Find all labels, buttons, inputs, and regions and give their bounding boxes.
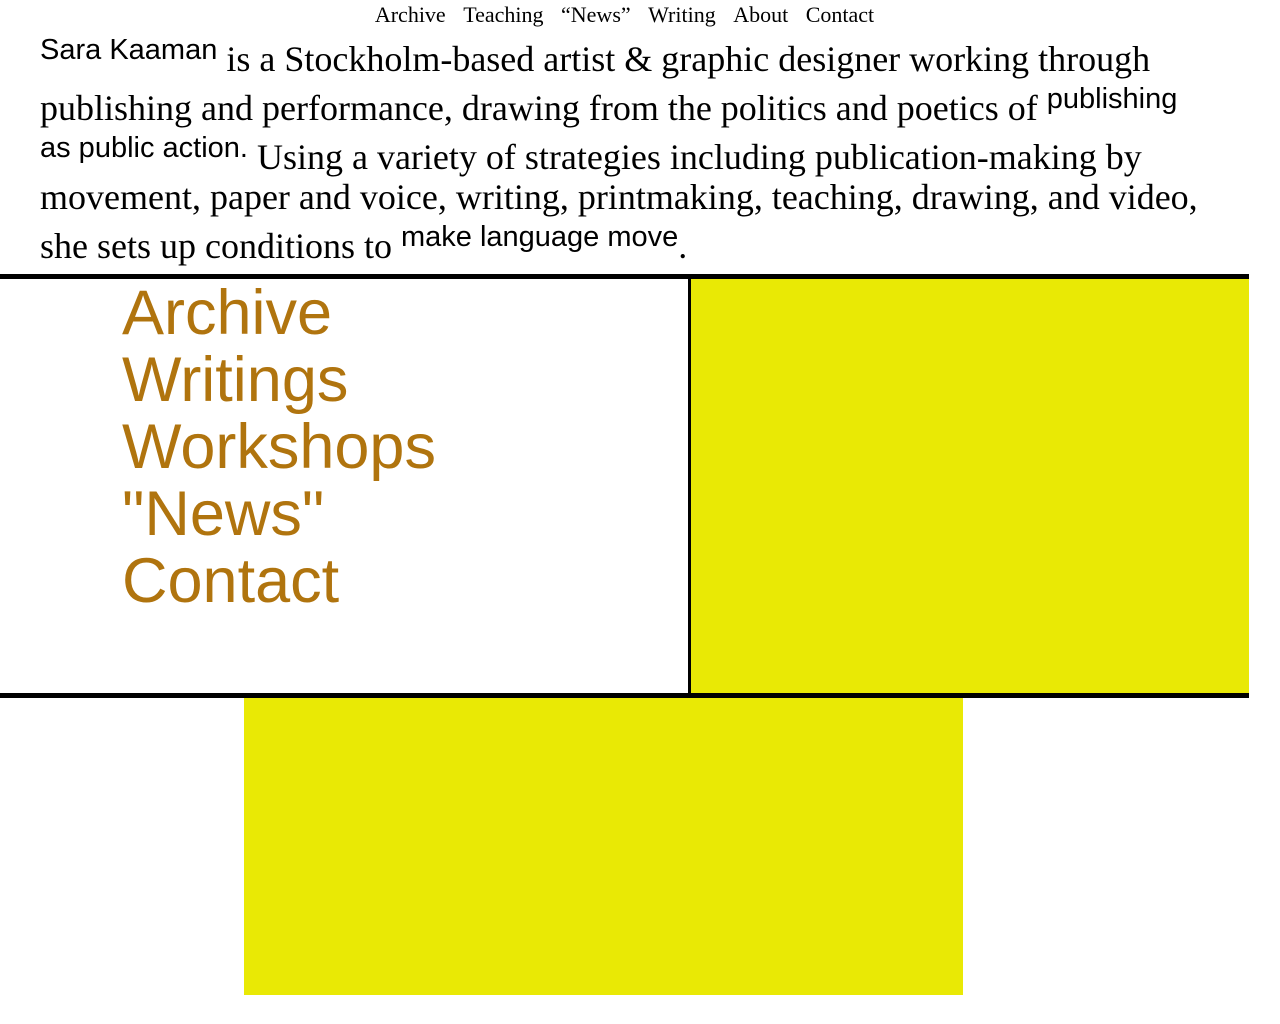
nav-link-teaching[interactable]: Teaching — [463, 2, 544, 27]
nav-link-news[interactable]: “News” — [561, 2, 631, 27]
content-row — [0, 274, 1249, 698]
nav-link-writing[interactable]: Writing — [648, 2, 716, 27]
intro-link-sara-kaaman[interactable]: Sara Kaaman — [40, 34, 218, 66]
menu-link-workshops[interactable]: Workshops — [122, 412, 436, 482]
intro-link-publishing-as-public-action[interactable]: publishing as public action. — [40, 83, 1178, 164]
nav-link-contact[interactable]: Contact — [805, 2, 875, 27]
intro-paragraph — [40, 30, 1205, 266]
nav-link-about[interactable]: About — [733, 2, 789, 27]
intro-text-2: Using a variety of strategies including publication-making by movement, paper and voice, writing, printmaking, teaching, drawing, and video, she sets up conditions to — [40, 137, 1198, 266]
yellow-panel-bottom — [244, 698, 963, 995]
intro-link-make-language-move[interactable]: make language move — [400, 221, 679, 253]
menu-link-news[interactable]: "News" — [122, 479, 325, 549]
menu-panel — [0, 279, 691, 693]
yellow-panel-right — [691, 279, 1249, 693]
top-nav — [0, 0, 1249, 28]
menu-link-archive[interactable]: Archive — [122, 278, 333, 348]
menu-link-contact[interactable]: Contact — [122, 546, 340, 616]
intro-text-3: . — [678, 226, 688, 266]
menu-list — [0, 279, 688, 615]
menu-link-writings[interactable]: Writings — [122, 345, 349, 415]
nav-link-archive[interactable]: Archive — [374, 2, 446, 27]
intro-text-1: is a Stockholm-based artist & graphic designer working through publishing and performance, drawing from the politics and poetics of — [40, 39, 1151, 128]
